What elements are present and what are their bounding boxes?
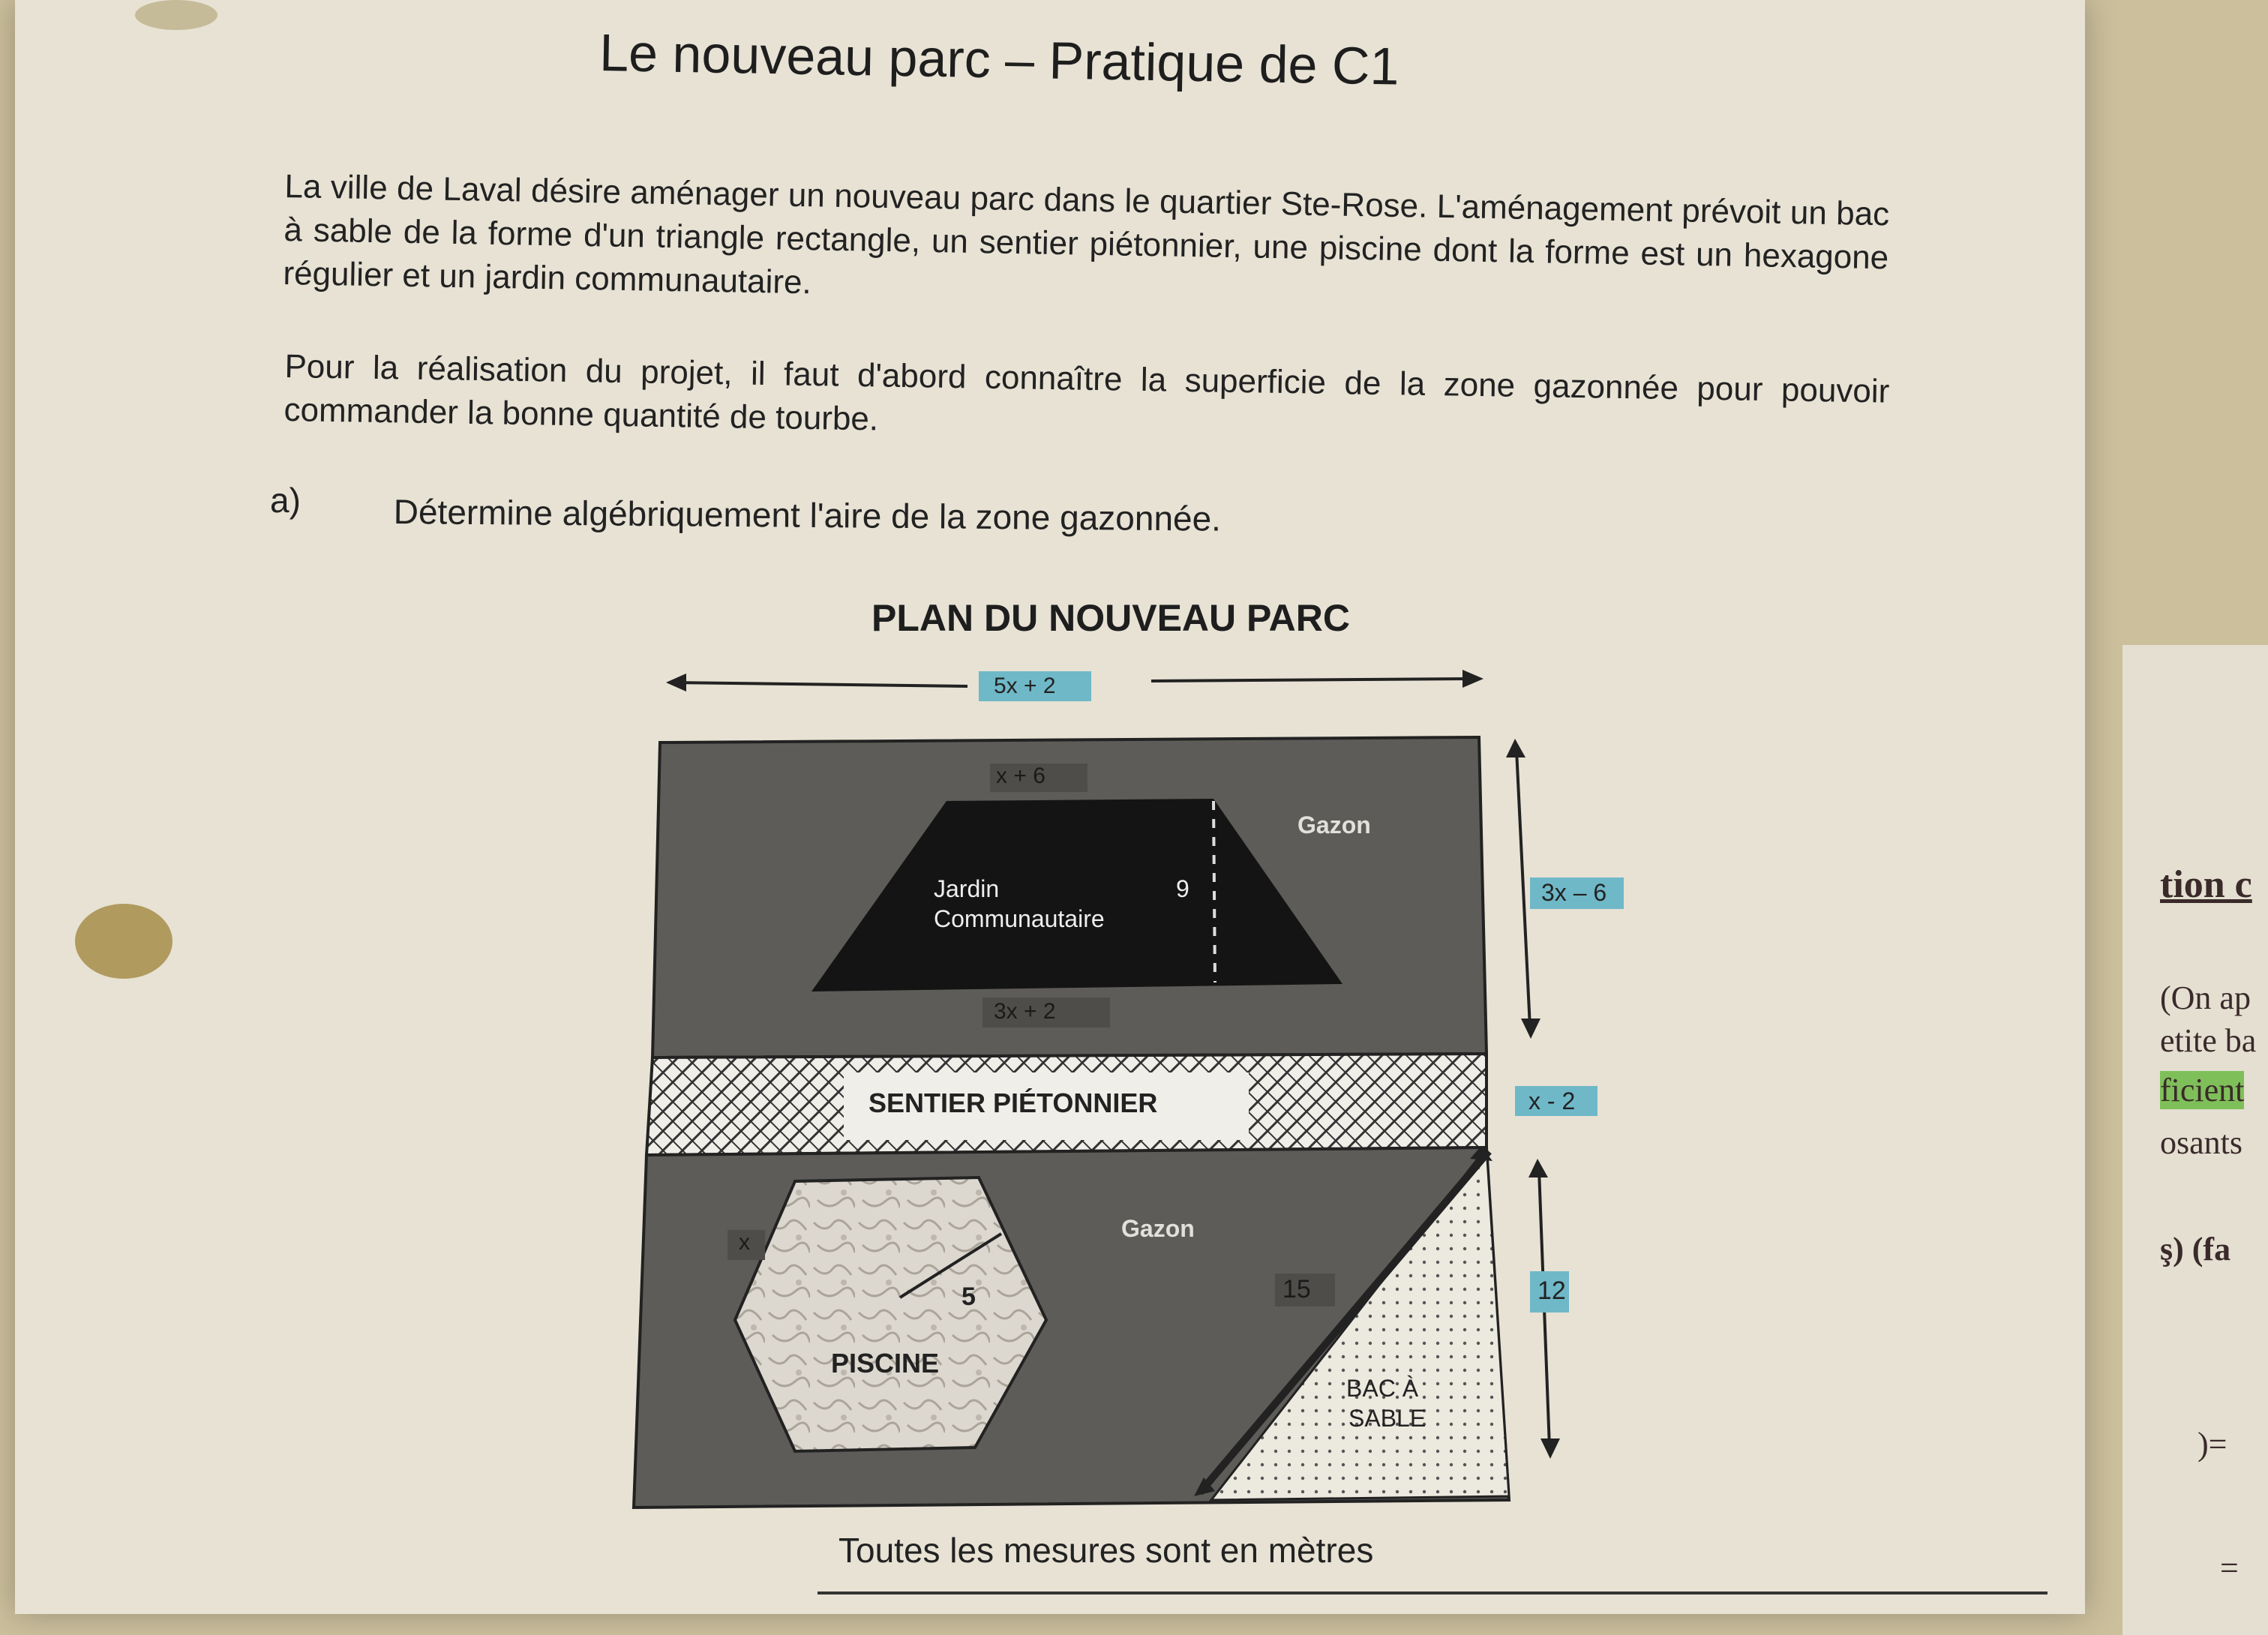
- hypotenuse-label: 15: [1282, 1275, 1311, 1304]
- side-fragment-7: =: [2220, 1550, 2239, 1586]
- intro-paragraph: La ville de Laval désire aménager un nouveau parc dans le quartier Ste-Rose. L'aménagement prévoit un bac à sable de la forme d'un triangle rectangle, un sentier piétonnier, une piscine dont la forme est un hexagone régulier et un jardin communautaire.: [283, 167, 1890, 302]
- side-fragment-1: (On ap: [2160, 980, 2251, 1016]
- side-fragment-2: etite ba: [2160, 1022, 2257, 1059]
- garden-label-line1: Jardin: [934, 875, 1000, 902]
- page-title: Le nouveau parc – Pratique de C1: [598, 22, 1400, 96]
- task-paragraph: Pour la réalisation du projet, il faut d'abord connaître la superficie de la zone gazonnée pour pouvoir commander la bonne quantité de tourbe.: [284, 347, 1890, 438]
- trapezoid-bottom-label: 3x + 2: [994, 999, 1056, 1024]
- side-fragment-5: ş) (fa: [2160, 1231, 2231, 1268]
- sandbox-label-line1: BAC À: [1346, 1375, 1419, 1402]
- width-label: 5x + 2: [994, 674, 1056, 698]
- garden-label-line2: Communautaire: [934, 905, 1105, 932]
- pool-label: PISCINE: [831, 1348, 940, 1378]
- side-fragment-3: ficient: [2160, 1072, 2245, 1108]
- side-heading-fragment: tion c: [2160, 863, 2252, 906]
- trapezoid-top-label: x + 6: [996, 764, 1046, 788]
- hex-apothem-label: 5: [962, 1282, 976, 1311]
- upper-height-label: 3x – 6: [1541, 879, 1607, 906]
- path-label: SENTIER PIÉTONNIER: [868, 1088, 1158, 1118]
- measurement-caption: Toutes les mesures sont en mètres: [838, 1531, 1374, 1570]
- question-text: Détermine algébriquement l'aire de la zone gazonnée.: [393, 491, 1222, 538]
- side-fragment-4: osants: [2160, 1124, 2242, 1161]
- plan-title: PLAN DU NOUVEAU PARC: [872, 597, 1350, 639]
- lower-height-label: 12: [1538, 1276, 1566, 1305]
- sandbox-label-line2: SABLE: [1348, 1405, 1426, 1432]
- lower-grass-label: Gazon: [1121, 1215, 1195, 1242]
- path-width-label: x - 2: [1528, 1088, 1576, 1114]
- trapezoid-height-label: 9: [1176, 875, 1190, 902]
- hex-side-label: x: [739, 1230, 750, 1255]
- answer-box-edge: [818, 1592, 2048, 1594]
- side-fragment-6: )=: [2198, 1426, 2228, 1462]
- question-label: a): [270, 481, 301, 520]
- upper-grass-label: Gazon: [1298, 812, 1371, 838]
